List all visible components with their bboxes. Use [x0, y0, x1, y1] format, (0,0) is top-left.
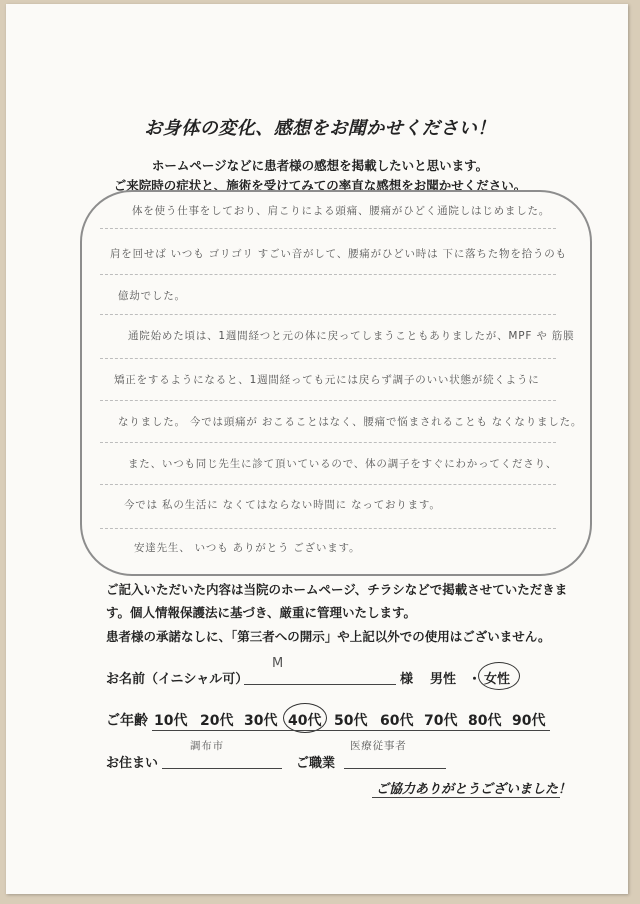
- ruled-line: [100, 400, 556, 401]
- name-value: M: [272, 656, 285, 671]
- job-underline: [344, 768, 446, 769]
- age-10s: 10代: [154, 713, 188, 729]
- comment-line-1: 体を使う仕事をしており、肩こりによる頭痛、腰痛がひどく通院しはじめました。: [132, 205, 551, 217]
- age-90s: 90代: [512, 713, 546, 729]
- address-value: 調布市: [190, 740, 224, 752]
- age-70s: 70代: [424, 713, 458, 729]
- gender-female: 女性: [484, 672, 511, 687]
- subtitle-1: ホームページなどに患者様の感想を掲載したいと思います。: [151, 158, 489, 173]
- age-underline: [152, 730, 550, 731]
- ruled-line: [100, 274, 556, 275]
- ruled-line: [100, 358, 556, 359]
- comment-line-6: なりました。 今では頭痛が おこることはなく、腰痛で悩まされることも なくなりました。: [118, 416, 583, 428]
- ruled-line: [100, 484, 556, 485]
- age-50s: 50代: [334, 713, 368, 729]
- notice-line-3: 患者様の承諾なしに、「第三者への開示」や上記以外での使用はございません。: [106, 629, 551, 644]
- address-underline: [162, 768, 282, 769]
- job-label: ご職業: [296, 756, 336, 771]
- page-title: お身体の変化、感想をお聞かせください！: [144, 118, 496, 139]
- ruled-line: [100, 528, 556, 529]
- notice-line-1: ご記入いただいた内容は当院のホームページ、チラシなどで掲載させていただきま: [106, 582, 568, 597]
- name-underline: [244, 684, 396, 685]
- job-value: 医療従事者: [350, 740, 407, 752]
- gender-male: 男性: [430, 672, 457, 687]
- name-label: お名前（イニシャル可）: [106, 672, 249, 687]
- age-40s: 40代: [288, 713, 322, 729]
- comment-line-3: 億劫でした。: [118, 290, 186, 302]
- comment-line-9: 安達先生、 いつも ありがとう ございます。: [134, 542, 361, 554]
- age-20s: 20代: [200, 713, 234, 729]
- comment-line-4: 通院始めた頃は、1週間経つと元の体に戻ってしまうこともありましたが、MPF や 筋膜: [128, 330, 575, 342]
- thanks-underline: [372, 797, 560, 798]
- subtitle-2: ご来院時の症状と、施術を受けてみての率直な感想をお聞かせください。: [113, 178, 527, 193]
- comment-line-7: また、いつも同じ先生に診て頂いているので、体の調子をすぐにわかってくださり、: [128, 458, 558, 470]
- ruled-line: [100, 442, 556, 443]
- sama-label: 様: [400, 672, 414, 687]
- age-80s: 80代: [468, 713, 502, 729]
- age-circle-mark: [283, 703, 327, 733]
- comment-line-8: 今では 私の生活に なくてはならない時間に なっております。: [124, 499, 441, 511]
- gender-separator: ・: [468, 672, 482, 687]
- thanks-message: ご協力ありがとうございました！: [376, 782, 572, 797]
- comment-line-2: 肩を回せば いつも ゴリゴリ すごい音がして、腰痛がひどい時は 下に落ちた物を拾うのも: [110, 248, 567, 260]
- gender-circle-mark: [478, 662, 520, 690]
- age-label: ご年齢: [106, 713, 148, 729]
- age-30s: 30代: [244, 713, 278, 729]
- notice-line-2: す。個人情報保護法に基づき、厳重に管理いたします。: [106, 605, 417, 620]
- comment-line-5: 矯正をするようになると、1週間経っても元には戻らず調子のいい状態が続くように: [114, 374, 540, 386]
- age-60s: 60代: [380, 713, 414, 729]
- ruled-line: [100, 314, 556, 315]
- address-label: お住まい: [106, 756, 159, 771]
- ruled-line: [100, 228, 556, 229]
